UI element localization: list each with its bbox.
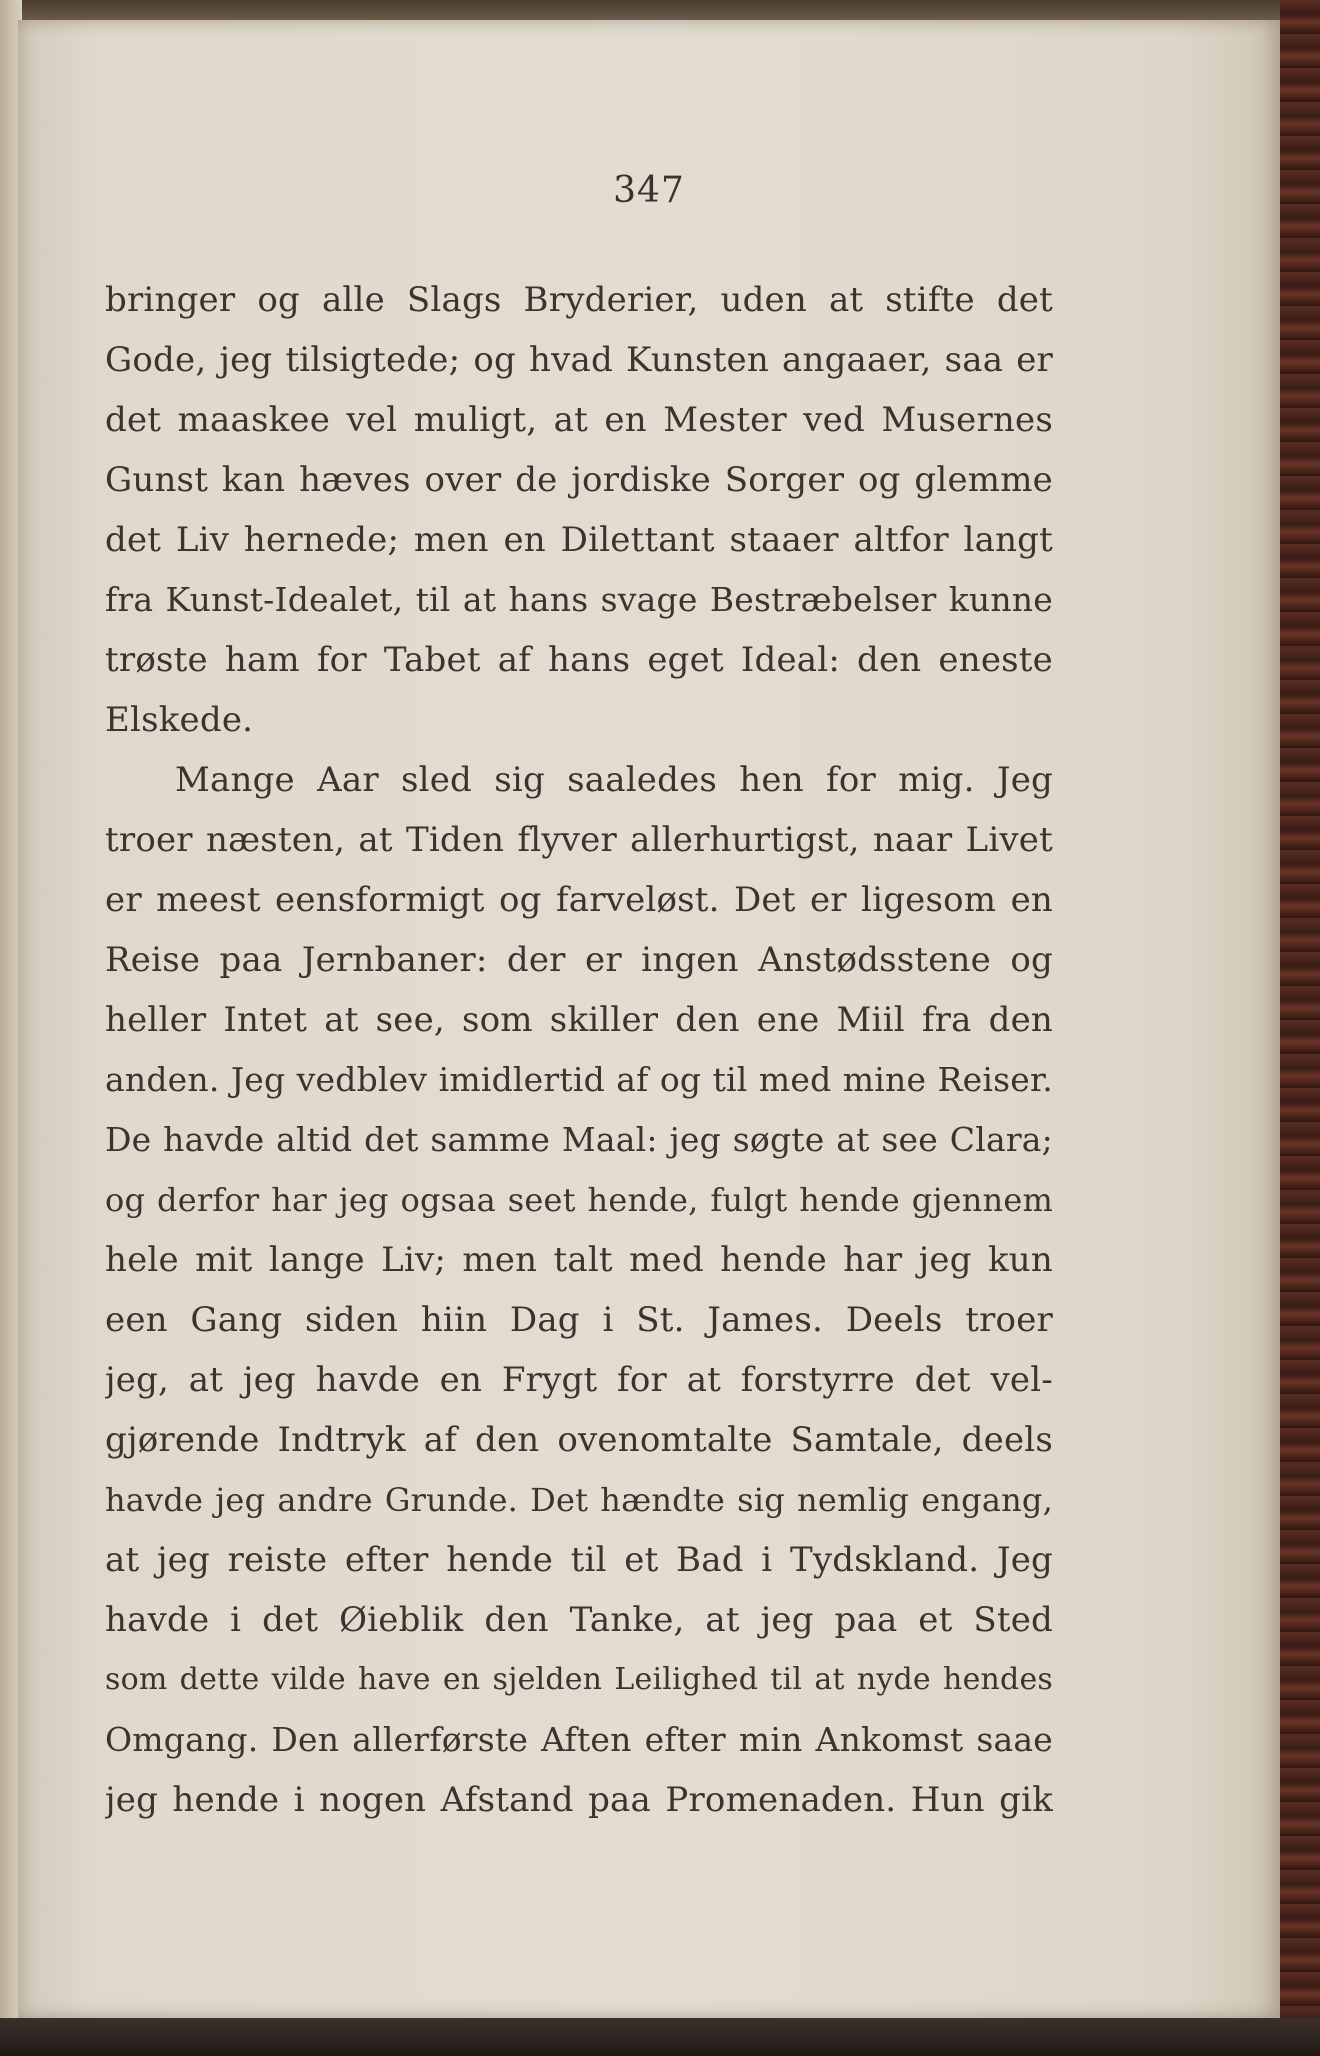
text-line: gjørende Indtryk af den ovenomtalte Samtale, deels: [105, 1420, 1053, 1460]
text-line: jeg, at jeg havde en Frygt for at forstyrre det vel-: [105, 1360, 1053, 1400]
text-line: heller Intet at see, som skiller den ene Miil fra den: [105, 1000, 1053, 1040]
book-top-edge: [0, 0, 1320, 20]
text-line: havde jeg andre Grunde. Det hændte sig nemlig engang,: [105, 1481, 1053, 1519]
text-line: jeg hende i nogen Afstand paa Promenaden. Hun gik: [105, 1780, 1053, 1820]
text-line: Gunst kan hæves over de jordiske Sorger og glemme: [105, 460, 1053, 500]
text-line: som dette vilde have en sjelden Leilighed til at nyde hendes: [105, 1662, 1053, 1697]
paragraph-start-line: Mange Aar sled sig saaledes hen for mig. Jeg: [175, 760, 1053, 800]
text-line: Reise paa Jernbaner: der er ingen Anstødsstene og: [105, 940, 1053, 980]
text-line: er meest eensformigt og farveløst. Det er ligesom en: [105, 880, 1053, 920]
text-line: een Gang siden hiin Dag i St. James. Deels troer: [105, 1300, 1053, 1340]
text-line: havde i det Øieblik den Tanke, at jeg paa et Sted: [105, 1600, 1053, 1640]
text-line: fra Kunst-Idealet, til at hans svage Bestræbelser kunne: [105, 580, 1053, 619]
text-line: at jeg reiste efter hende til et Bad i Tydskland. Jeg: [105, 1540, 1053, 1580]
text-line: bringer og alle Slags Bryderier, uden at stifte det: [105, 280, 1053, 320]
text-line: Omgang. Den allerførste Aften efter min Ankomst saae: [105, 1720, 1053, 1759]
text-line: troer næsten, at Tiden flyver allerhurtigst, naar Livet: [105, 820, 1053, 860]
book-bottom-edge: [0, 2018, 1320, 2056]
body-text: [105, 270, 1053, 1830]
text-line: Elskede.: [105, 700, 254, 740]
text-line: det maaskee vel muligt, at en Mester ved Musernes: [105, 400, 1053, 440]
text-line: og derfor har jeg ogsaa seet hende, fulgt hende gjennem: [105, 1181, 1053, 1219]
page-number: 347: [613, 170, 685, 211]
text-line: hele mit lange Liv; men talt med hende har jeg kun: [105, 1240, 1053, 1280]
text-line: Gode, jeg tilsigtede; og hvad Kunsten angaaer, saa er: [105, 340, 1053, 380]
text-line: det Liv hernede; men en Dilettant staaer altfor langt: [105, 520, 1053, 560]
book-cover-edge: [1280, 0, 1320, 2056]
text-line: anden. Jeg vedblev imidlertid af og til med mine Reiser.: [105, 1060, 1053, 1099]
book-page: [18, 20, 1280, 2018]
text-line: trøste ham for Tabet af hans eget Ideal: den eneste: [105, 640, 1053, 680]
text-line: De havde altid det samme Maal: jeg søgte at see Clara;: [105, 1120, 1053, 1159]
